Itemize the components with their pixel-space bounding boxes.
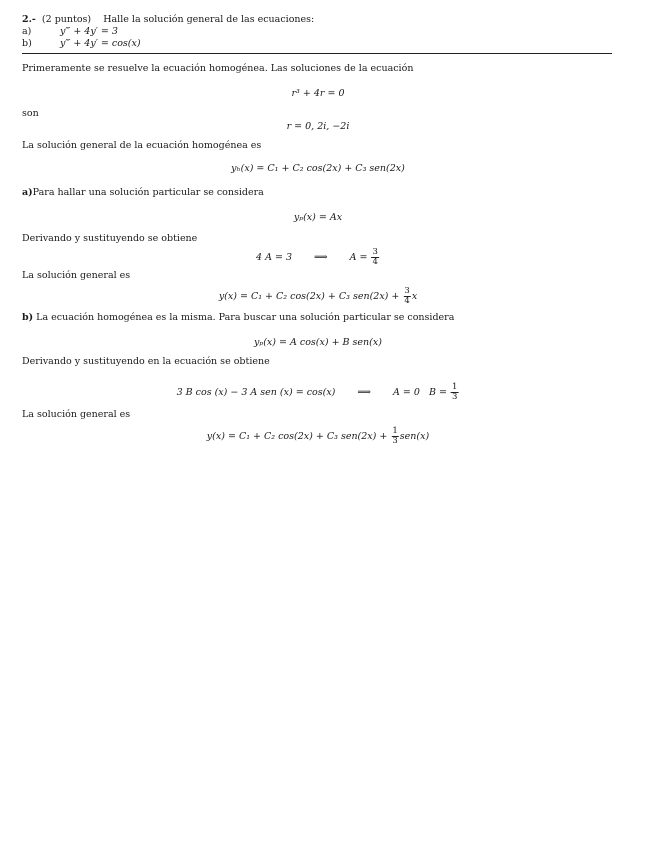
part-b-derive-text: Derivando y sustituyendo en la ecuación se obtiene bbox=[22, 356, 270, 367]
part-a-general-fraction bbox=[403, 287, 410, 306]
part-a-eq-left: 4 A = 3 bbox=[256, 252, 293, 263]
part-a-general-tail: x bbox=[411, 291, 418, 302]
problem-points: (2 puntos) bbox=[41, 14, 92, 25]
part-b-frac-num: 1 bbox=[451, 382, 458, 392]
part-a-derive-text: Derivando y sustituyendo se obtiene bbox=[22, 233, 198, 244]
part-b-general-lhs: y(x) = C₁ + C₂ cos(2x) + C₃ sen(2x) + bbox=[206, 431, 388, 442]
part-b-general-tail: sen(x) bbox=[399, 431, 430, 442]
part-a-fraction bbox=[372, 248, 379, 267]
part-a-general-solution bbox=[219, 287, 417, 306]
part-a-frac-num: 3 bbox=[372, 247, 378, 257]
part-a-result bbox=[256, 248, 380, 267]
part-a-particular: yₚ(x) = Ax bbox=[293, 212, 343, 223]
part-b-general-solution bbox=[207, 427, 429, 446]
son-text: son bbox=[22, 108, 39, 119]
problem-header bbox=[22, 14, 314, 26]
implies-arrow-a: ⟹ bbox=[314, 252, 328, 263]
part-a-intro: Para hallar una solución particular se considera bbox=[32, 187, 264, 198]
roots-equation: r = 0, 2i, −2i bbox=[286, 121, 350, 132]
item-a bbox=[22, 26, 31, 38]
part-b-eq-left: 3 B cos (x) − 3 A sen (x) = cos(x) bbox=[176, 387, 336, 398]
part-b-intro: La ecuación homogénea es la misma. Para buscar una solución particular se considera bbox=[36, 312, 455, 323]
part-a-eq-right: A = bbox=[349, 252, 368, 263]
item-b bbox=[22, 38, 32, 50]
part-b-eq-B: B = bbox=[428, 387, 447, 398]
part-b-result bbox=[177, 383, 460, 402]
separator-rule bbox=[22, 53, 612, 54]
part-b-intro-line bbox=[22, 312, 454, 324]
part-a-frac-den: 4 bbox=[372, 257, 378, 267]
part-b-general-den: 3 bbox=[392, 436, 398, 446]
homogeneous-intro: La solución general de la ecuación homogénea es bbox=[22, 140, 262, 151]
part-b-particular: yₚ(x) = A cos(x) + B sen(x) bbox=[254, 337, 382, 348]
part-b-label: b) bbox=[22, 312, 34, 323]
part-b-frac-den: 3 bbox=[451, 392, 458, 402]
part-b-general-fraction bbox=[391, 427, 398, 446]
item-b-label: b) bbox=[22, 38, 32, 49]
part-b-fraction bbox=[451, 383, 458, 402]
problem-number: 2.- bbox=[22, 14, 36, 25]
part-a-general-num: 3 bbox=[404, 286, 410, 296]
part-b-general-intro: La solución general es bbox=[22, 409, 131, 420]
item-a-label: a) bbox=[22, 26, 32, 37]
characteristic-equation: r³ + 4r = 0 bbox=[291, 88, 345, 99]
item-a-equation: y‴ + 4y′ = 3 bbox=[60, 26, 118, 37]
homogeneous-solution: yₕ(x) = C₁ + C₂ cos(2x) + C₃ sen(2x) bbox=[231, 163, 405, 174]
part-a-intro-line bbox=[22, 187, 264, 199]
part-b-eq-A: A = 0 bbox=[393, 387, 420, 398]
intro-text: Primeramente se resuelve la ecuación homogénea. Las soluciones de la ecuación bbox=[22, 63, 414, 74]
implies-arrow-b: ⟹ bbox=[357, 387, 372, 398]
part-a-label: a) bbox=[22, 187, 33, 198]
part-a-general-lhs: y(x) = C₁ + C₂ cos(2x) + C₃ sen(2x) + bbox=[218, 291, 400, 302]
part-b-general-num: 1 bbox=[392, 426, 398, 436]
problem-statement: Halle la solución general de las ecuaciones: bbox=[103, 14, 315, 25]
part-a-general-intro: La solución general es bbox=[22, 270, 131, 281]
part-a-general-den: 4 bbox=[404, 296, 410, 306]
item-b-equation: y‴ + 4y′ = cos(x) bbox=[60, 38, 141, 49]
